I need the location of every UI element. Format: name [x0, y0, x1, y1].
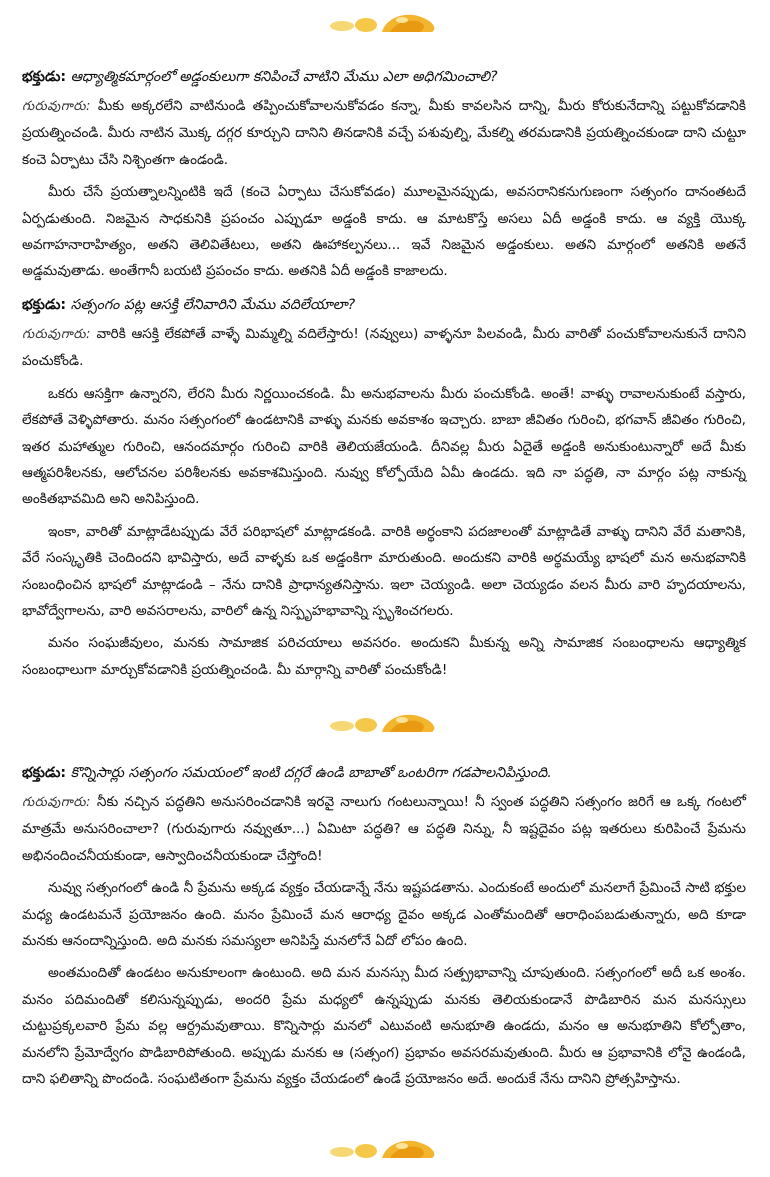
- answer-label: గురువుగారు:: [22, 327, 91, 342]
- question-line: [22, 296, 746, 315]
- qa-section-3: [22, 764, 746, 1092]
- answer-label: గురువుగారు:: [22, 99, 91, 114]
- answer-label: గురువుగారు:: [22, 795, 91, 810]
- answer-paragraph: ఇంకా, వారితో మాట్లాడేటప్పుడు వేరే పరిభాషలో మాట్లాడకండి. వారికి అర్థంకాని పదజాలంతో మాట్లాడితే వాళ్ళు దానిని వేరే మతానికి, వేరే సంస్కృతికి చెందిందని భావిస్తారు, అదే వాళ్ళకు ఒక అడ్డంకిగా మారుతుంది. అందుకని వారికి అర్థమయ్యే భాషలో మన అనుభవానికి సంబంధించిన భాషలో మాట్లాడండి – నేను దానికి ప్రాధాన్యతనిస్తాను. ఇలా చెయ్యండి. అలా చెయ్యడం వలన మీరు వారి హృదయాలను, భావోద్వేగాలను, వారి అవసరాలను, వారిలో ఉన్న నిస్పృహభావాన్ని స్పృశించగలరు.: [22, 523, 746, 620]
- answer-paragraph: [22, 321, 746, 375]
- question-label: భక్తుడు:: [22, 765, 67, 781]
- qa-section-1: [22, 68, 746, 285]
- answer-text: మీకు అక్కరలేని వాటినుండి తప్పించుకోవాలనుకోవడం కన్నా, మీకు కావలసిన దాన్ని, మీరు కోరుకునేదాన్ని పట్టుకోవడానికి ప్రయత్నించండి. మీరు నాటిన మొక్క దగ్గర కూర్చుని దానిని తినడానికి వచ్చే పశువుల్ని, మేకల్ని తరమడానికి ప్రయత్నించకుండా దాని చుట్టూ కంచె ఏర్పాటు చేసి నిశ్చింతగా ఉండండి.: [22, 98, 746, 168]
- flower-ornament-icon: [320, 10, 450, 36]
- answer-paragraph: నువ్వు సత్సంగంలో ఉండి నీ ప్రేమను అక్కడ వ్యక్తం చేయడాన్నే నేను ఇష్టపడతాను. ఎందుకంటే అందులో మనలాగే ప్రేమించే సాటి భక్తుల మధ్య ఉండటమనే ప్రయోజనం ఉంది. మనం ప్రేమించే మన ఆరాధ్య దైవం అక్కడ ఎంతోమందితో ఆరాధింపబడుతున్నారు, అది కూడా మనకు ఆనందాన్నిస్తుంది. అది మనకు సమస్యలా అనిపిస్తే మనలోనే ఏదో లోపం ఉంది.: [22, 880, 746, 950]
- answer-text: నీకు నచ్చిన పద్ధతిని అనుసరించడానికి ఇరవై నాలుగు గంటలున్నాయి! నీ స్వంత పద్ధతిని సత్సంగం జరిగే ఆ ఒక్క గంటలో మాత్రమే అనుసరించాలా? (గురువుగారు నవ్వుతూ...) ఏమిటా పద్ధతి? ఆ పద్ధతి నిన్ను, నీ ఇష్టదైవం పట్ల ఇతరులు కురిపించే ప్రేమను అభినందించనీయకుండా, ఆస్వాదించనీయకుండా చేస్తోంది!: [22, 794, 746, 864]
- question-line: [22, 764, 746, 783]
- question-label: భక్తుడు:: [22, 297, 67, 313]
- question-text: కొన్నిసార్లు సత్సంగం సమయంలో ఇంటి దగ్గరే ఉండి బాబాతో ఒంటరిగా గడపాలనిపిస్తుంది.: [70, 765, 552, 781]
- divider-middle: [0, 710, 770, 736]
- question-text: ఆధ్యాత్మికమార్గంలో అడ్డంకులుగా కనిపించే వాటిని మేము ఎలా అధిగమించాలి?: [70, 69, 498, 85]
- answer-text: వారికి ఆసక్తి లేకపోతే వాళ్ళే మిమ్మల్ని వదిలేస్తారు! (నవ్వులు) వాళ్ళనూ పిలవండి, మీరు వారితో పంచుకోవాలనుకునే దానిని పంచుకోండి.: [22, 326, 746, 370]
- answer-paragraph: [22, 93, 746, 173]
- answer-paragraph: అంతమందితో ఉండటం అనుకూలంగా ఉంటుంది. అది మన మనస్సు మీద సత్ప్రభావాన్ని చూపుతుంది. సత్సంగంలో అదీ ఒక అంశం. మనం పదిమందితో కలిసున్నప్పుడు, అందరి ప్రేమ మధ్యలో ఉన్నప్పుడు మనకు తెలియకుండానే పొడిబారిన మన మనస్సులు చుట్టుప్రక్కలవారి ప్రేమ వల్ల ఆర్ద్రమవుతాయి. కొన్నిసార్లు మనలో ఎటువంటి అనుభూతి ఉండదు, మనం ఆ అనుభూతిని కోల్పోతాం, మనలోని ప్రేమోద్వేగం పొడిబారిపోతుంది. అప్పుడు మనకు ఆ (సత్సంగ) ప్రభావం అవసరమవుతుంది. మీరు ఆ ప్రభావానికి లోనై ఉండండి, దాని ఫలితాన్ని పొందండి. సంఘటితంగా ప్రేమను వ్యక్తం చేయడంలో ఉండే ప్రయోజనం అదే. అందుకే నేను దానిని ప్రోత్సహిస్తాను.: [22, 965, 746, 1088]
- answer-paragraph: [22, 789, 746, 869]
- flower-ornament-icon: [320, 710, 450, 736]
- divider-top: [0, 10, 770, 36]
- divider-bottom: [0, 1136, 770, 1162]
- qa-section-2: [22, 296, 746, 683]
- question-label: భక్తుడు:: [22, 69, 67, 85]
- answer-paragraph: మీరు చేసే ప్రయత్నాలన్నింటికి ఇదే (కంచె ఏర్పాటు చేసుకోవడం) మూలమైనప్పుడు, అవసరానికనుగుణంగా సత్సంగం దానంతటదే ఏర్పడుతుంది. నిజమైన సాధకునికి ప్రపంచం ఎప్పుడూ అడ్డంకి కాదు. ఆ మాటకొస్తే అసలు ఏదీ అడ్డంకి కాదు. ఆ వ్యక్తి యొక్క అవగాహనారాహిత్యం, అతని తెలివితేటలు, అతని ఊహాకల్పనలు... ఇవే నిజమైన అడ్డంకులు. అతని మార్గంలో అతనికి అతనే అడ్డమవుతాడు. అంతేగానీ బయటి ప్రపంచం కాదు. అతనికి ఏదీ అడ్డంకి కాజాలదు.: [22, 184, 746, 280]
- question-text: సత్సంగం పట్ల ఆసక్తి లేనివారిని మేము వదిలేయాలా?: [70, 297, 356, 313]
- flower-ornament-icon: [320, 1136, 450, 1162]
- answer-paragraph: మనం సంఘజీవులం, మనకు సామాజిక పరిచయాలు అవసరం. అందుకని మీకున్న అన్ని సామాజిక సంబంధాలను ఆధ్యాత్మిక సంబంధాలుగా మార్చుకోవడానికి ప్రయత్నించండి. మీ మార్గాన్ని వారితో పంచుకోండి!: [22, 635, 746, 678]
- question-line: [22, 68, 746, 87]
- answer-paragraph: ఒకరు ఆసక్తిగా ఉన్నారని, లేరని మీరు నిర్ణయించకండి. మీ అనుభవాలను మీరు పంచుకోండి. అంతే! వాళ్ళు రావాలనుకుంటే వస్తారు, లేకపోతే వెళ్ళిపోతారు. మనం సత్సంగంలో ఉండటానికి వాళ్ళు మనకు అవకాశం ఇచ్చారు. బాబా జీవితం గురించి, భగవాన్ జీవితం గురించి, ఇతర మహాత్ముల గురించి, ఆనందమార్గం గురించి వారికి తెలియజేయండి. దీనివల్ల మీరు ఏదైతే అడ్డంకి అనుకుంటున్నారో అదే మీకు ఆత్మపరిశీలనకు, ఆలోచనల పరిశీలనకు అవకాశమిస్తుంది. నువ్వు కోల్పోయేది ఏమీ ఉండదు. ఇది నా పద్ధతి, నా మార్గం పట్ల నాకున్న అంకితభావమిది అని అనిపిస్తుంది.: [22, 385, 746, 508]
